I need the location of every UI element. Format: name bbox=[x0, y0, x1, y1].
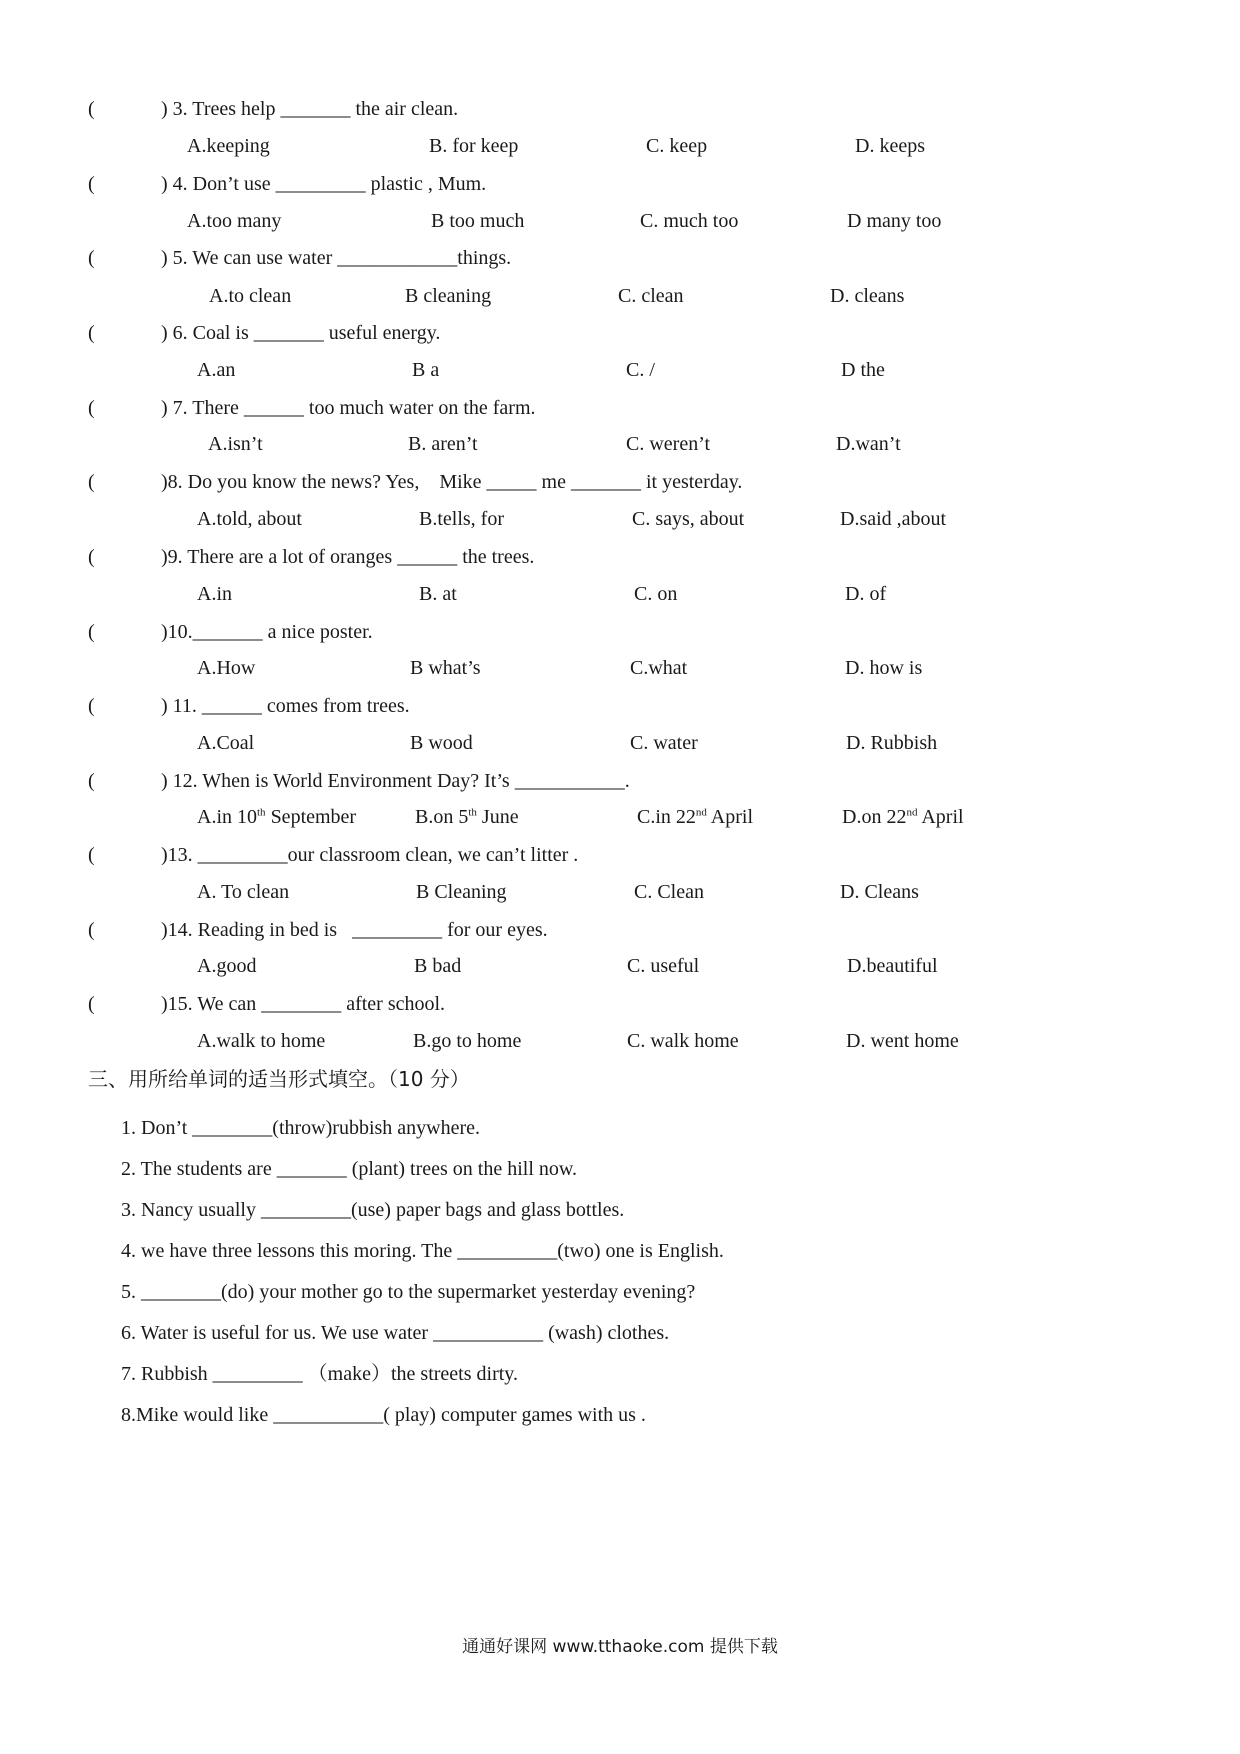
answer-bracket[interactable]: ( bbox=[88, 397, 95, 419]
answer-option: C. Clean bbox=[634, 881, 704, 903]
question-stem: ) 6. Coal is _______ useful energy. bbox=[161, 322, 441, 344]
answer-option: A.isn’t bbox=[208, 433, 263, 455]
answer-bracket[interactable]: ( bbox=[88, 471, 95, 493]
answer-option: D. how is bbox=[845, 657, 923, 679]
fill-in-item: 3. Nancy usually _________(use) paper bags and glass bottles. bbox=[121, 1199, 625, 1221]
answer-option: A.in bbox=[197, 583, 232, 605]
answer-bracket[interactable]: ( bbox=[88, 247, 95, 269]
question-stem: ) 12. When is World Environment Day? It’s ___________. bbox=[161, 770, 630, 792]
question-stem: ) 4. Don’t use _________ plastic , Mum. bbox=[161, 173, 487, 195]
question-stem: ) 3. Trees help _______ the air clean. bbox=[161, 98, 459, 120]
answer-bracket[interactable]: ( bbox=[88, 322, 95, 344]
answer-bracket[interactable]: ( bbox=[88, 770, 95, 792]
answer-option: A.good bbox=[197, 955, 257, 977]
question-stem: ) 7. There ______ too much water on the farm. bbox=[161, 397, 536, 419]
answer-option: D.beautiful bbox=[847, 955, 938, 977]
answer-option: A.too many bbox=[187, 210, 282, 232]
section-3-heading: 三、用所给单词的适当形式填空。（10 分） bbox=[88, 1067, 470, 1091]
answer-option: B. at bbox=[419, 583, 457, 605]
answer-option: D.wan’t bbox=[836, 433, 901, 455]
answer-option: A.keeping bbox=[187, 135, 270, 157]
answer-option: C. weren’t bbox=[626, 433, 711, 455]
question-stem: )9. There are a lot of oranges ______ the trees. bbox=[161, 546, 535, 568]
ordinal-suffix: th bbox=[257, 806, 266, 819]
answer-bracket[interactable]: ( bbox=[88, 844, 95, 866]
fill-in-item: 2. The students are _______ (plant) trees on the hill now. bbox=[121, 1158, 578, 1180]
footer-watermark: 通通好课网 www.tthaoke.com 提供下载 bbox=[462, 1637, 778, 1657]
answer-option: B bad bbox=[414, 955, 462, 977]
answer-option: D.said ,about bbox=[840, 508, 947, 530]
answer-option: D many too bbox=[847, 210, 942, 232]
answer-option: B Cleaning bbox=[416, 881, 507, 903]
answer-bracket[interactable]: ( bbox=[88, 695, 95, 717]
answer-option: B what’s bbox=[410, 657, 481, 679]
answer-option: C. water bbox=[630, 732, 698, 754]
fill-in-item: 5. ________(do) your mother go to the supermarket yesterday evening? bbox=[121, 1281, 696, 1303]
fill-in-item: 8.Mike would like ___________( play) computer games with us . bbox=[121, 1404, 646, 1426]
question-stem: )10._______ a nice poster. bbox=[161, 621, 373, 643]
answer-option: A.Coal bbox=[197, 732, 255, 754]
answer-option: B. aren’t bbox=[408, 433, 478, 455]
answer-option: D. keeps bbox=[855, 135, 925, 157]
answer-option: D. Rubbish bbox=[846, 732, 938, 754]
answer-option: A.told, about bbox=[197, 508, 302, 530]
answer-option: B.on 5th June bbox=[415, 806, 519, 828]
answer-option: A.walk to home bbox=[197, 1030, 326, 1052]
answer-option: D. went home bbox=[846, 1030, 959, 1052]
ordinal-suffix: th bbox=[468, 806, 477, 819]
question-stem: )14. Reading in bed is _________ for our eyes. bbox=[161, 919, 548, 941]
answer-bracket[interactable]: ( bbox=[88, 621, 95, 643]
answer-option: C.what bbox=[630, 657, 688, 679]
answer-option: B a bbox=[412, 359, 440, 381]
ordinal-suffix: nd bbox=[906, 806, 918, 819]
answer-option: B wood bbox=[410, 732, 473, 754]
answer-option: B. for keep bbox=[429, 135, 519, 157]
answer-option: D the bbox=[841, 359, 885, 381]
question-stem: ) 11. ______ comes from trees. bbox=[161, 695, 410, 717]
answer-option: B.go to home bbox=[413, 1030, 522, 1052]
answer-option: A. To clean bbox=[197, 881, 290, 903]
answer-option: D.on 22nd April bbox=[842, 806, 964, 828]
answer-option: B.tells, for bbox=[419, 508, 504, 530]
answer-option: C. much too bbox=[640, 210, 739, 232]
answer-option: C.in 22nd April bbox=[637, 806, 754, 828]
answer-option: C. says, about bbox=[632, 508, 745, 530]
answer-option: C. / bbox=[626, 359, 655, 381]
answer-option: B cleaning bbox=[405, 285, 492, 307]
answer-option: A.an bbox=[197, 359, 236, 381]
answer-option: D. of bbox=[845, 583, 887, 605]
question-stem: )8. Do you know the news? Yes, Mike _____ me _______ it yesterday. bbox=[161, 471, 743, 493]
answer-bracket[interactable]: ( bbox=[88, 993, 95, 1015]
ordinal-suffix: nd bbox=[695, 806, 707, 819]
answer-option: B too much bbox=[431, 210, 525, 232]
answer-option: D. cleans bbox=[830, 285, 905, 307]
question-stem: )15. We can ________ after school. bbox=[161, 993, 446, 1015]
fill-in-item: 7. Rubbish _________ （make）the streets dirty. bbox=[121, 1363, 518, 1385]
answer-option: A.in 10th September bbox=[197, 806, 357, 828]
question-stem: )13. _________our classroom clean, we can’t litter . bbox=[161, 844, 579, 866]
answer-option: C. on bbox=[634, 583, 678, 605]
answer-bracket[interactable]: ( bbox=[88, 546, 95, 568]
answer-option: C. keep bbox=[646, 135, 708, 157]
answer-option: D. Cleans bbox=[840, 881, 919, 903]
fill-in-item: 4. we have three lessons this moring. The __________(two) one is English. bbox=[121, 1240, 724, 1262]
answer-option: A.to clean bbox=[209, 285, 292, 307]
answer-option: C. walk home bbox=[627, 1030, 739, 1052]
answer-bracket[interactable]: ( bbox=[88, 173, 95, 195]
fill-in-item: 1. Don’t ________(throw)rubbish anywhere. bbox=[121, 1117, 481, 1139]
answer-option: C. useful bbox=[627, 955, 700, 977]
answer-option: A.How bbox=[197, 657, 256, 679]
answer-bracket[interactable]: ( bbox=[88, 98, 95, 120]
answer-option: C. clean bbox=[618, 285, 684, 307]
fill-in-item: 6. Water is useful for us. We use water ___________ (wash) clothes. bbox=[121, 1322, 670, 1344]
question-stem: ) 5. We can use water ____________things. bbox=[161, 247, 512, 269]
answer-bracket[interactable]: ( bbox=[88, 919, 95, 941]
